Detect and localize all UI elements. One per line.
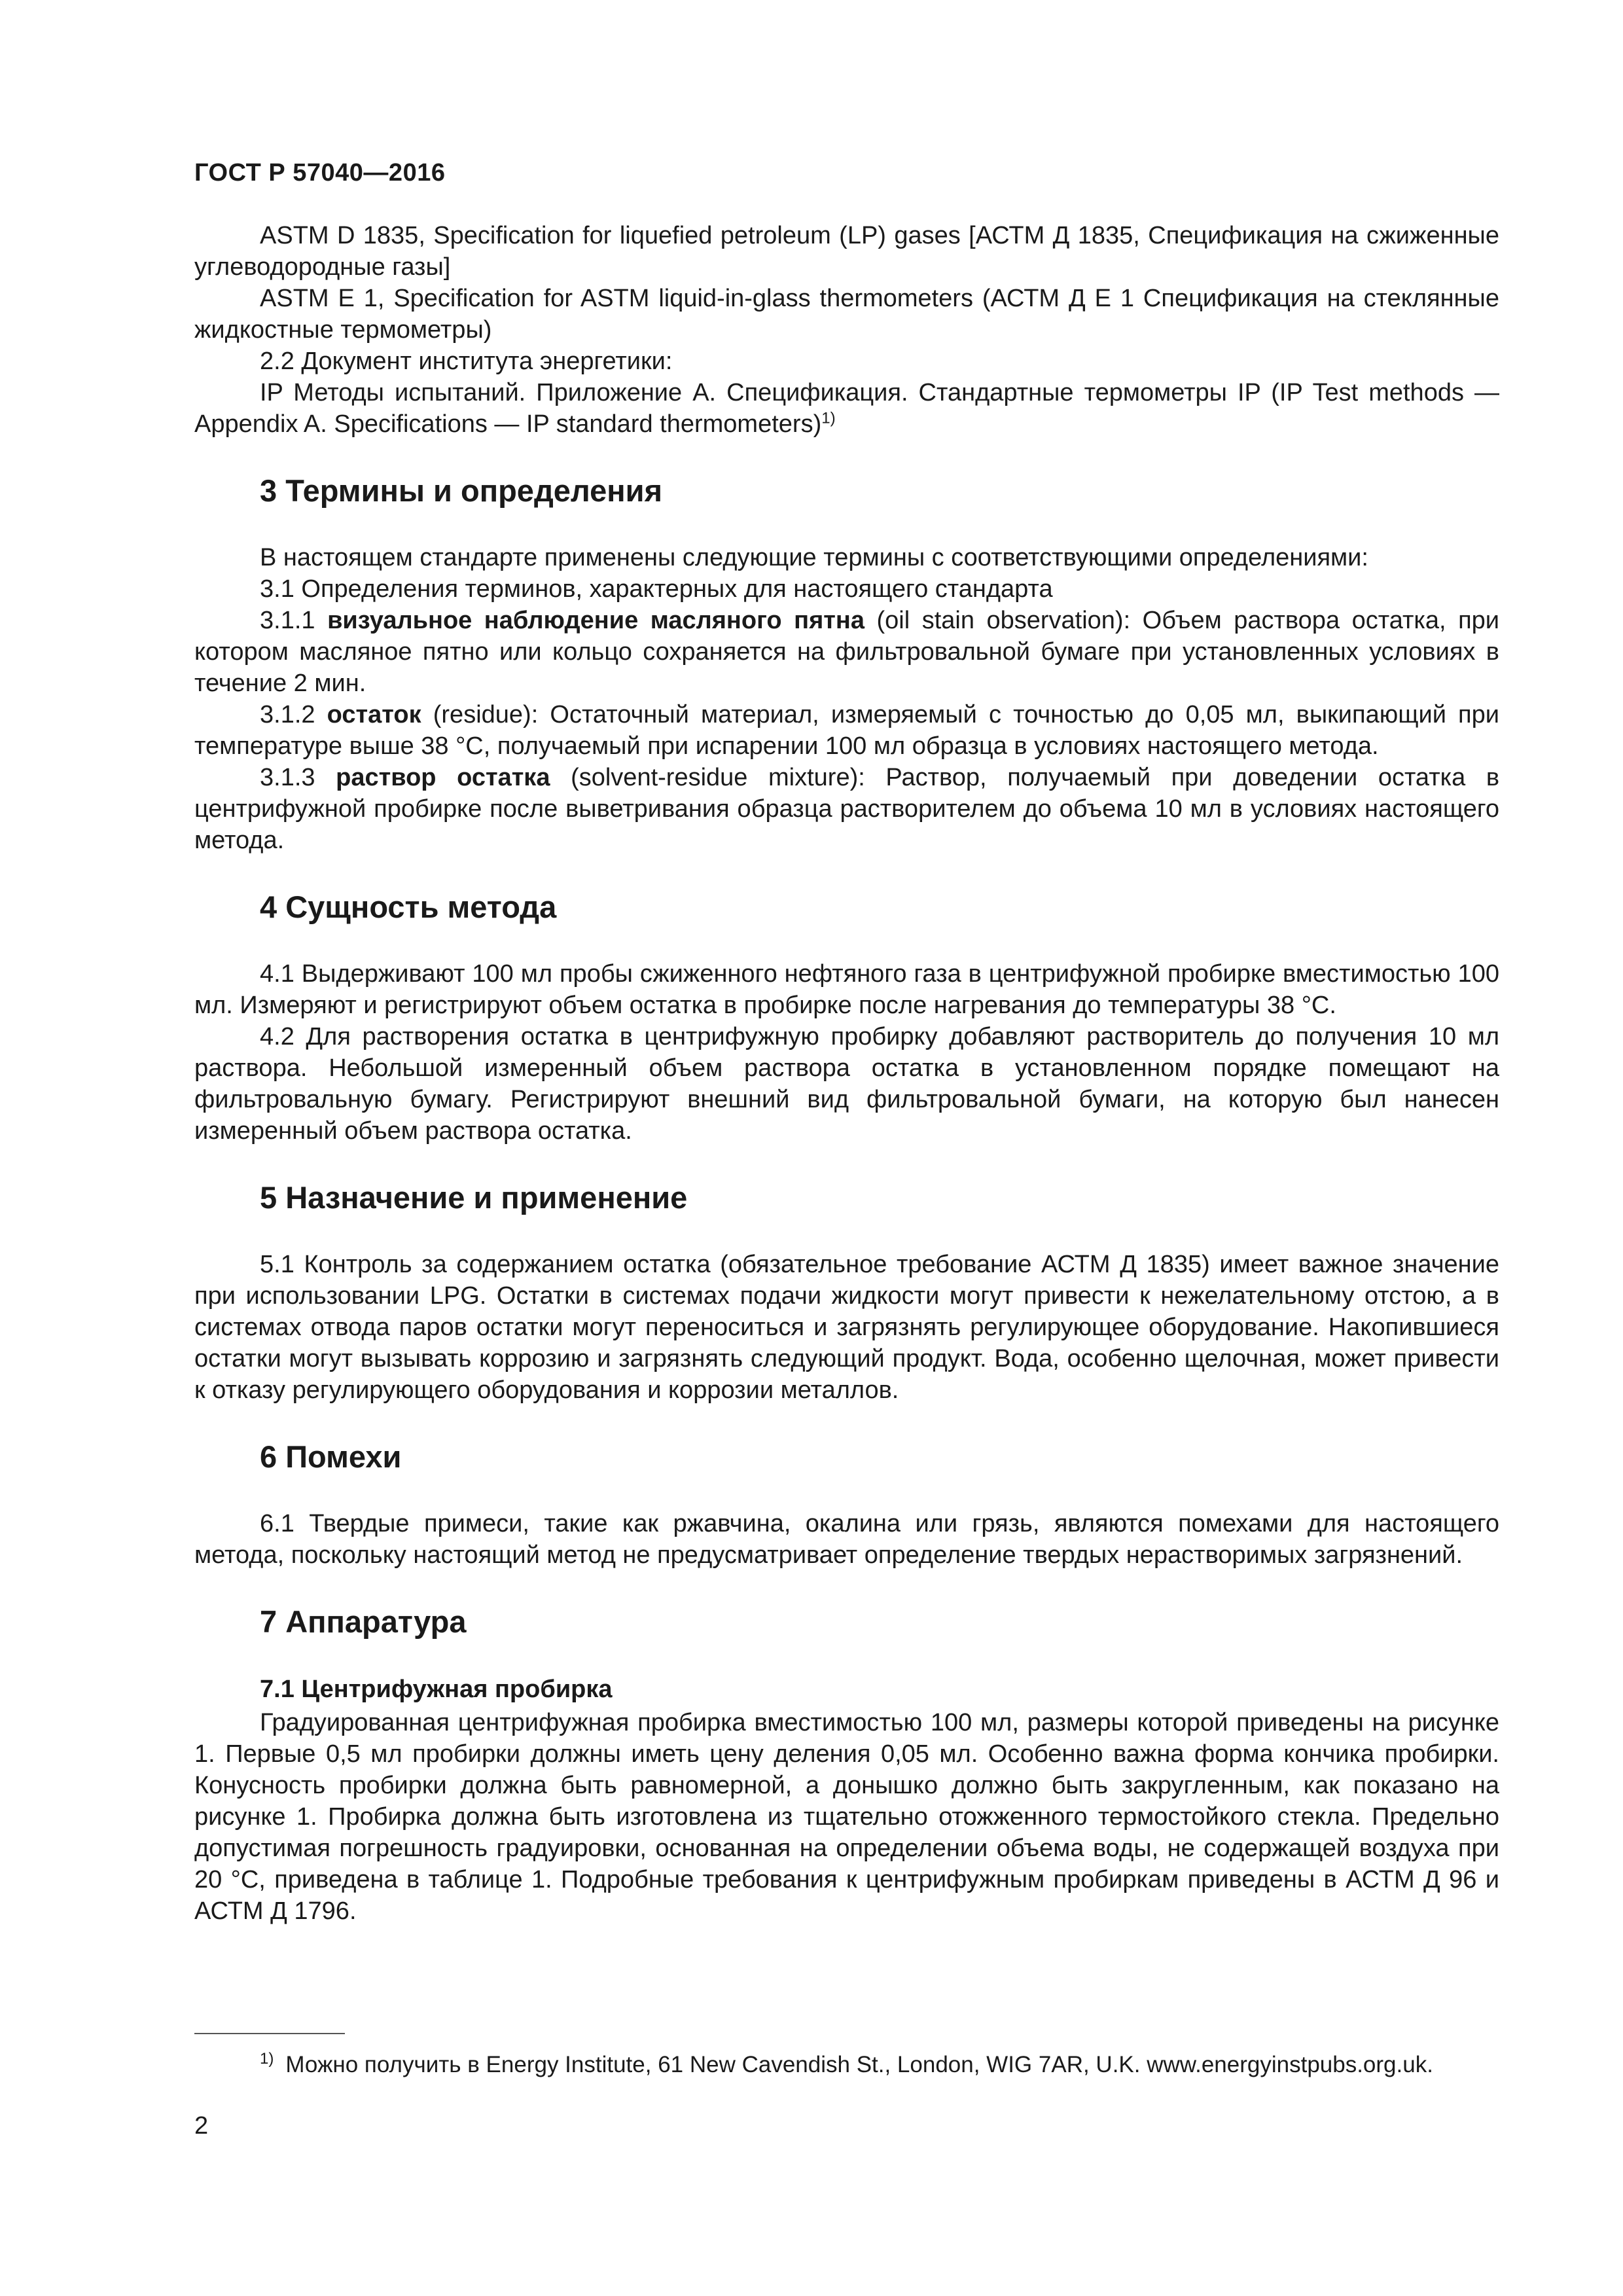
section-4-title: 4 Сущность метода <box>260 889 557 924</box>
document-header: ГОСТ Р 57040—2016 <box>194 159 446 187</box>
clause-3-1-2: 3.1.2 остаток (residue): Остаточный материал, измеряемый с точностью до 0,05 мл, выкипающий при температуре выше 38 °С, получаемый при испарении 100 мл образца в условиях настоящего метода. <box>194 701 1499 760</box>
term: визуальное наблюдение масляного пятна <box>327 607 865 634</box>
footnote <box>194 2051 1499 2079</box>
page-number: 2 <box>194 2112 209 2140</box>
reference-astm-d1835: ASTM D 1835, Specification for liquefied petroleum (LP) gases [АСТМ Д 1835, Спецификация на сжиженные углеводородные газы] <box>194 222 1499 281</box>
term: раствор остатка <box>336 764 550 791</box>
clause-4-1: 4.1 Выдерживают 100 мл пробы сжиженного нефтяного газа в центрифужной пробирке вместимостью 100 мл. Измеряют и регистрируют объем остатка в пробирке после нагревания до температуры 38 °С. <box>194 960 1499 1019</box>
section-3-title: 3 Термины и определения <box>260 473 662 508</box>
section-5-title: 5 Назначение и применение <box>260 1180 688 1215</box>
section-3-intro: В настоящем стандарте применены следующие термины с соответствующими определениями: <box>260 544 1368 571</box>
clause-3-1: 3.1 Определения терминов, характерных для настоящего стандарта <box>260 575 1053 603</box>
term: остаток <box>327 701 421 728</box>
clause-6-1: 6.1 Твердые примеси, такие как ржавчина, окалина или грязь, являются помехами для настоящего метода, поскольку настоящий метод не предусматривает определение твердых нерастворимых загрязнений. <box>194 1510 1499 1569</box>
section-6-title: 6 Помехи <box>260 1439 402 1474</box>
reference-ip-methods: IP Методы испытаний. Приложение А. Спецификация. Стандартные термометры IP (IP Test methods — Appendix A. Specifications — IP standard thermometers)$^{1)}$ <box>194 379 1499 438</box>
subsection-7-1-title: 7.1 Центрифужная пробирка <box>260 1676 613 1703</box>
reference-astm-e1: ASTM E 1, Specification for ASTM liquid-in-glass thermometers (АСТМ Д Е 1 Спецификация на стеклянные жидкостные термометры) <box>194 285 1499 344</box>
clause-5-1: 5.1 Контроль за содержанием остатка (обязательное требование АСТМ Д 1835) имеет важное значение при использовании LPG. Остатки в системах подачи жидкости могут привести к нежелательному отстою, а в системах отвода паров остатки могут переноситься и загрязнять регулирующее оборудование. Накопившиеся остатки могут вызывать коррозию и загрязнять следующий продукт. Вода, особенно щелочная, может привести к отказу регулирующего оборудования и коррозии металлов. <box>194 1251 1499 1404</box>
clause-3-1-3: 3.1.3 раствор остатка (solvent-residue mixture): Раствор, получаемый при доведении остатка в центрифужной пробирке после выветривания образца растворителем до объема 10 мл в условиях настоящего метода. <box>194 764 1500 854</box>
clause-7-1: Градуированная центрифужная пробирка вместимостью 100 мл, размеры которой приведены на рисунке 1. Первые 0,5 мл пробирки должны иметь цену деления 0,05 мл. Особенно важна форма кончика пробирки. Конусность пробирки должна быть равномерной, а донышко должно быть закругленным, как показано на рисунке 1. Пробирка должна быть изготовлена из тщательно отожженного термостойкого стекла. Предельно допустимая погрешность градуировки, основанная на определении объема воды, не содержащей воздуха при 20 °С, приведена в таблице 1. Подробные требования к центрифужным пробиркам приведены в АСТМ Д 96 и АСТМ Д 1796. <box>194 1709 1499 1925</box>
clause-2-2: 2.2 Документ института энергетики: <box>260 348 673 375</box>
clause-3-1-1: 3.1.1 визуальное наблюдение масляного пятна (oil stain observation): Объем раствора остатка, при котором масляное пятно или кольцо сохраняется на фильтровальной бумаге при установленных условиях в течение 2 мин. <box>194 607 1500 697</box>
footnote-mark: 1) <box>260 2050 274 2068</box>
footnote-text: Можно получить в Energy Institute, 61 New Cavendish St., London, WIG 7AR, U.K. www.energyinstpubs.org.uk. <box>285 2052 1433 2077</box>
footnote-ref[interactable]: 1) <box>821 409 836 427</box>
clause-4-2: 4.2 Для растворения остатка в центрифужную пробирку добавляют растворитель до получения 10 мл раствора. Небольшой измеренный объем раствора остатка в установленном порядке помещают на фильтровальную бумагу. Регистрируют внешний вид фильтровальной бумаги, на которую был нанесен измеренный объем раствора остатка. <box>194 1023 1499 1145</box>
footnote-divider <box>194 2033 345 2034</box>
document-body <box>194 220 1499 1927</box>
section-7-title: 7 Аппаратура <box>260 1604 467 1639</box>
